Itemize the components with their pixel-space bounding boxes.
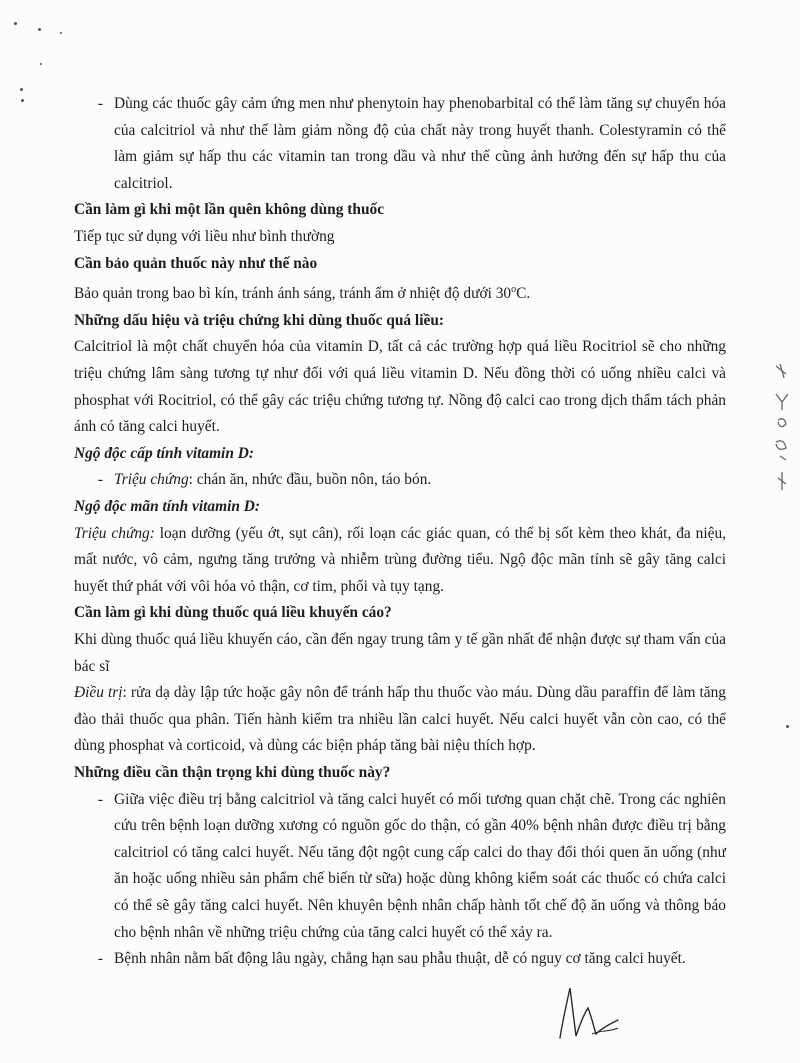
storage-heading: Cần bảo quản thuốc này như thế nào [74,254,318,272]
storage-unit: C. [516,285,531,303]
acute-heading: Ngộ độc cấp tính vitamin D: [74,444,254,462]
acute-bullet [74,467,726,494]
scan-speck [21,99,24,102]
precaution-bullet [74,946,726,973]
treatment-label: Điều trị [74,684,123,702]
overdose-action-heading: Cần làm gì khi dùng thuốc quá liều khuyến cáo? [74,604,392,622]
bullet-dash: - [97,950,103,968]
acute-symptom-label: Triệu chứng [114,471,189,489]
precaution-text: Bệnh nhân nằm bất động lâu ngày, chẳng hạn sau phẫu thuật, dễ có nguy cơ tăng calci huyết. [114,950,686,968]
acute-symptom-text: : chán ăn, nhức đầu, buồn nôn, táo bón. [188,471,432,489]
precaution-text: Giữa việc điều trị bằng calcitriol và tăng calci huyết có mối tương quan chặt chẽ. Trong các nghiên cứu trên bệnh loạn dưỡng xương có nguồn gốc do thận, có gần 40% bệnh nhân được điều trị bằng calcitriol có tăng calci huyết. Nếu tăng đột ngột cung cấp calci do thay đổi thói quen ăn uống (như ăn hoặc uống nhiều sản phẩm chế biến từ sữa) hoặc dùng không kiểm soát các thuốc có chứa calci có thể sẽ gây tăng calci huyết. Nên khuyên bệnh nhân chấp hành tốt chế độ ăn uống và thông báo cho bệnh nhân về những triệu chứng của tăng calci huyết có thể xảy ra. [114,790,726,941]
degree-sign: o [511,284,517,296]
interaction-text: Dùng các thuốc gây cảm ứng men như phenytoin hay phenobarbital có thể làm tăng sự chuyển hóa của calcitriol và như thế làm giảm nồng độ của chất này trong huyết thanh. Colestyramin có thể làm giảm sự hấp thu các vitamin tan trong dầu và như thế cũng ảnh hưởng đến sự hấp thu của calcitriol. [114,95,726,192]
chronic-text [74,521,726,601]
treatment-text [74,680,726,760]
overdose-action-text: Khi dùng thuốc quá liều khuyến cáo, cần đến ngay trung tâm y tế gần nhất để nhận được sự tham vấn của bác sĩ [74,631,726,675]
precaution-bullet [74,787,726,947]
bullet-dash: - [97,95,103,112]
scan-speck [38,28,41,31]
scan-speck [60,32,62,34]
missed-dose-text: Tiếp tục sử dụng với liều như bình thường [74,227,335,245]
precautions-heading: Những điều cần thận trọng khi dùng thuốc này? [74,763,391,781]
overdose-signs-text: Calcitriol là một chất chuyển hóa của vitamin D, tất cả các trường hợp quá liều Rocitriol sẽ cho những triệu chứng lâm sàng tương tự như đối với quá liều vitamin D. Nếu đồng thời có uống nhiều calci và phosphat với Rocitriol, có thể gây các triệu chứng tương tự. Nồng độ calci cao trong dịch thẩm tách phản ánh có tăng calci huyết. [74,338,726,436]
bullet-dash: - [97,471,103,489]
scan-speck [786,725,789,728]
signature-scribble [552,984,622,1042]
storage-text-main: Bảo quản trong bao bì kín, tránh ánh sáng, tránh ẩm ở nhiệt độ dưới 30 [74,285,512,303]
interaction-bullet [74,91,726,197]
storage-text [74,277,726,308]
scan-speck [20,88,23,91]
scan-speck [40,63,42,65]
margin-handwriting [770,360,794,500]
overdose-signs-heading: Những dấu hiệu và triệu chứng khi dùng thuốc quá liều: [74,311,444,329]
treatment-body: : rửa dạ dày lập tức hoặc gây nôn để tránh hấp thu thuốc vào máu. Dùng dầu paraffin để làm tăng đào thải thuốc qua phân. Tiến hành kiểm tra nhiều lần calci huyết. Nếu calci huyết vẫn còn cao, có thể dùng phosphat và corticoid, và dùng các biện pháp tăng bài niệu thích hợp. [74,684,726,755]
missed-dose-heading: Cần làm gì khi một lần quên không dùng thuốc [74,201,385,219]
bullet-dash: - [97,790,103,808]
chronic-heading: Ngộ độc mãn tính vitamin D: [74,498,260,516]
chronic-symptom-label: Triệu chứng: [74,524,155,542]
scan-speck [14,22,17,25]
chronic-symptom-text: loạn dưỡng (yếu ớt, sụt cân), rối loạn các giác quan, có thể bị sốt kèm theo khát, đa niệu, mất nước, vô cảm, ngưng tăng trưởng và nhiễm trùng đường tiểu. Ngộ độc mãn tính sẽ gây tăng calci huyết thứ phát với vôi hóa vỏ thận, cơ tim, phổi và tụy tạng. [74,524,726,595]
document-body [74,91,726,973]
acute-bullet-text [114,467,726,494]
